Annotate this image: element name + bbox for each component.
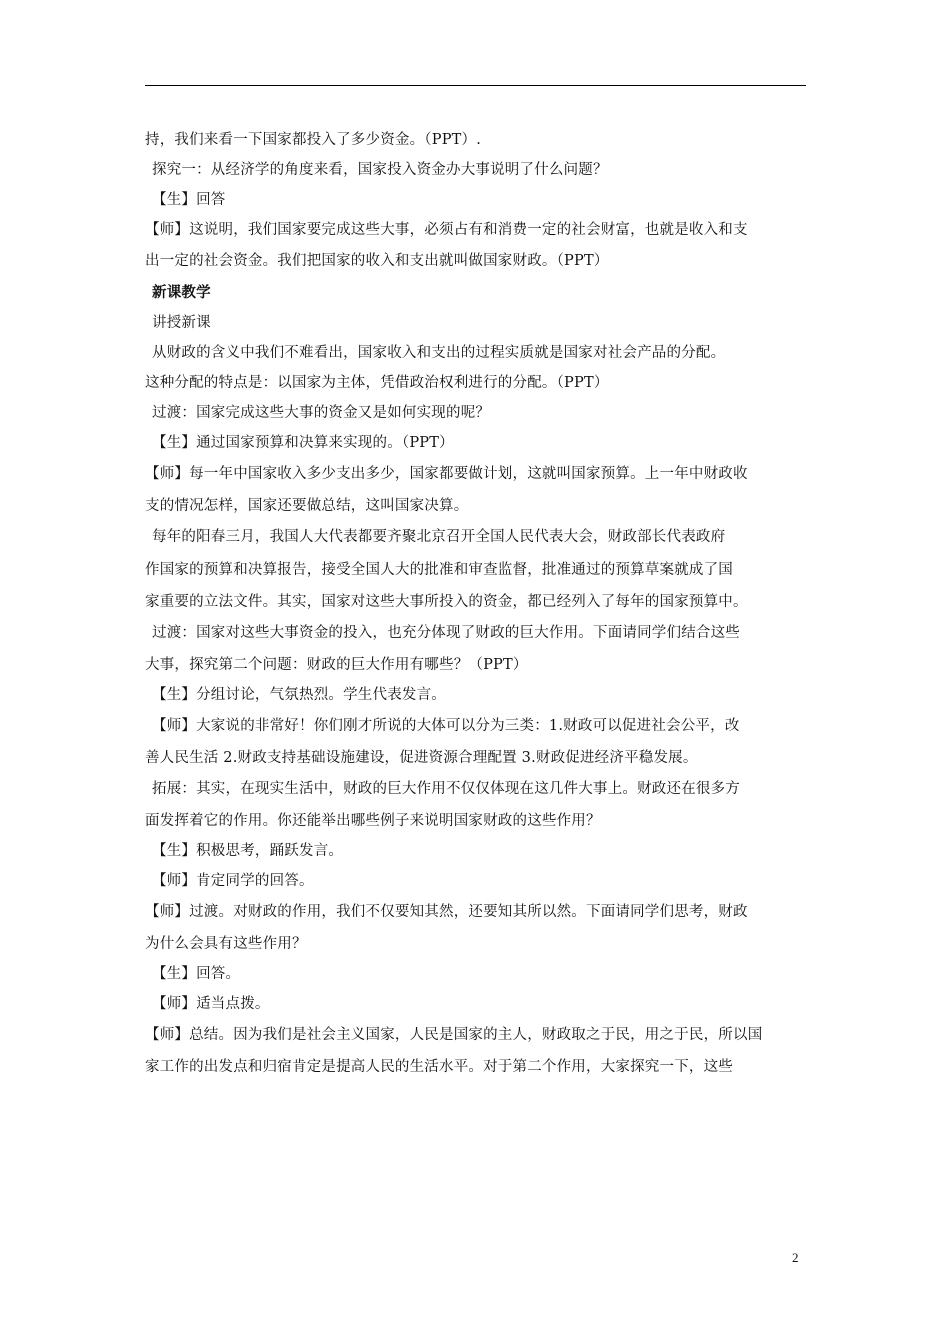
- text-line: 拓展：其实，在现实生活中，财政的巨大作用不仅仅体现在这几件大事上。财政还在很多方: [152, 781, 740, 797]
- text-line: 支的情况怎样，国家还要做总结，这叫国家决算。: [145, 498, 469, 514]
- header-rule: [145, 85, 806, 86]
- text-line: 面发挥着它的作用。你还能举出哪些例子来说明国家财政的这些作用？: [145, 813, 601, 829]
- text-line: 为什么会具有这些作用？: [145, 936, 307, 952]
- text-line: 过渡：国家完成这些大事的资金又是如何实现的呢？: [152, 405, 491, 421]
- section-heading: 新课教学: [152, 284, 211, 301]
- text-line: 【师】适当点拨。: [152, 996, 270, 1012]
- text-line: 善人民生活 2.财政支持基础设施建设，促进资源合理配置 3.财政促进经济平稳发展。: [145, 750, 698, 766]
- text-line: 【生】回答。: [152, 966, 241, 982]
- text-line: 这种分配的特点是：以国家为主体，凭借政治权利进行的分配。（PPT）: [145, 375, 609, 391]
- text-line: 每年的阳春三月，我国人大代表都要齐聚北京召开全国人民代表大会，财政部长代表政府: [152, 529, 726, 545]
- text-line: 从财政的含义中我们不难看出，国家收入和支出的过程实质就是国家对社会产品的分配。: [152, 345, 726, 361]
- text-line: 【师】过渡。对财政的作用，我们不仅要知其然，还要知其所以然。下面请同学们思考，财政: [145, 904, 748, 920]
- document-body: [145, 125, 810, 1082]
- text-line: 【师】大家说的非常好！你们刚才所说的大体可以分为三类：1.财政可以促进社会公平，改: [152, 718, 740, 734]
- page-number: 2: [792, 1250, 799, 1265]
- text-line: 【生】积极思考，踊跃发言。: [152, 843, 344, 859]
- text-line: 家工作的出发点和归宿肯定是提高人民的生活水平。对于第二个作用，大家探究一下，这些: [145, 1059, 733, 1075]
- text-line: 持，我们来看一下国家都投入了多少资金。（PPT）.: [145, 132, 482, 148]
- text-line: 作国家的预算和决算报告，接受全国人大的批准和审查监督，批准通过的预算草案就成了国: [145, 562, 733, 578]
- text-line: 大事，探究第二个问题：财政的巨大作用有哪些？（PPT）: [145, 657, 528, 673]
- text-line: 【生】回答: [152, 192, 226, 208]
- text-line: 【生】分组讨论，气氛热烈。学生代表发言。: [152, 687, 446, 703]
- text-line: 家重要的立法文件。其实，国家对这些大事所投入的资金，都已经列入了每年的国家预算中。: [145, 594, 748, 610]
- text-line: 【师】肯定同学的回答。: [152, 873, 314, 889]
- text-line: 出一定的社会资金。我们把国家的收入和支出就叫做国家财政。（PPT）: [145, 253, 609, 269]
- text-line: 【师】每一年中国家收入多少支出多少，国家都要做计划，这就叫国家预算。上一年中财政收: [145, 466, 748, 482]
- text-line: 【生】通过国家预算和决算来实现的。（PPT）: [152, 435, 454, 451]
- text-line: 【师】总结。因为我们是社会主义国家，人民是国家的主人，财政取之于民，用之于民，所以国: [145, 1027, 763, 1043]
- text-line: 探究一：从经济学的角度来看，国家投入资金办大事说明了什么问题？: [152, 162, 608, 178]
- text-line: 讲授新课: [152, 315, 211, 331]
- text-line: 【师】这说明，我们国家要完成这些大事，必须占有和消费一定的社会财富，也就是收入和支: [145, 222, 748, 238]
- text-line: 过渡：国家对这些大事资金的投入，也充分体现了财政的巨大作用。下面请同学们结合这些: [152, 625, 740, 641]
